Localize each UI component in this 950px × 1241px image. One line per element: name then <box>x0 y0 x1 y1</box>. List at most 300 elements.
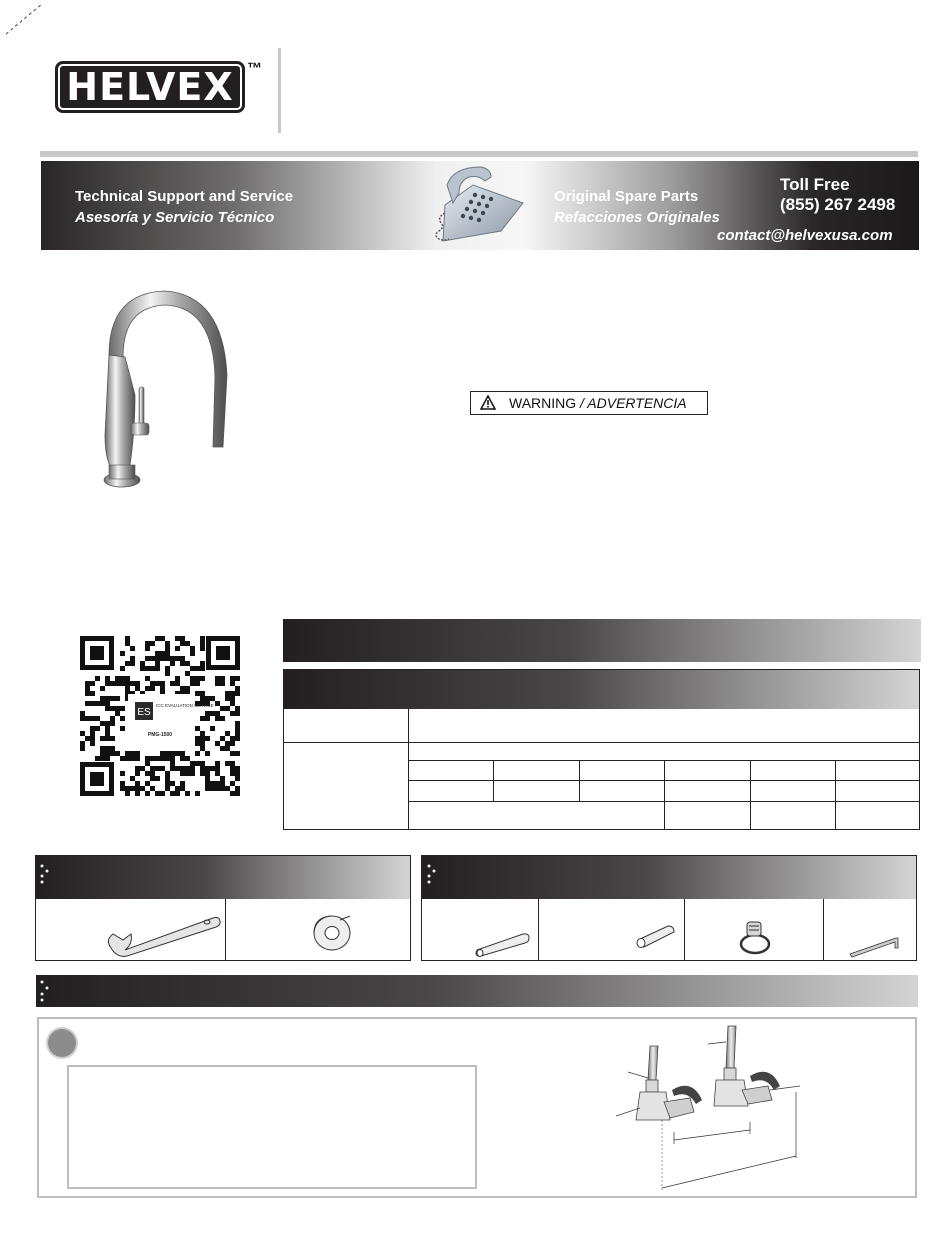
warning-label-es: / ADVERTENCIA <box>576 395 687 411</box>
qr-module <box>220 776 225 781</box>
qr-module <box>145 771 150 776</box>
qr-module <box>235 786 240 791</box>
qr-module <box>120 726 125 731</box>
qr-module <box>230 751 235 756</box>
qr-module <box>115 676 120 681</box>
table-rule <box>750 760 751 830</box>
qr-module <box>90 701 95 706</box>
qr-module <box>105 681 110 686</box>
qr-module <box>225 786 230 791</box>
qr-module <box>150 686 155 691</box>
qr-module <box>145 686 150 691</box>
allen-key-icon <box>848 932 904 958</box>
qr-module <box>135 681 140 686</box>
qr-module <box>130 776 135 781</box>
qr-module <box>165 776 170 781</box>
warning-triangle-icon <box>480 395 496 410</box>
qr-module <box>225 696 230 701</box>
qr-module <box>225 731 230 736</box>
qr-module <box>170 791 175 796</box>
qr-module <box>235 731 240 736</box>
qr-module <box>175 646 180 651</box>
qr-module <box>235 711 240 716</box>
qr-module <box>195 761 200 766</box>
qr-module <box>105 706 110 711</box>
qr-module <box>205 786 210 791</box>
qr-module <box>220 786 225 791</box>
qr-module <box>170 756 175 761</box>
qr-module <box>145 666 150 671</box>
qr-module <box>95 756 100 761</box>
crop-mark <box>4 2 44 36</box>
qr-module <box>195 726 200 731</box>
qr-module <box>155 636 160 641</box>
qr-module <box>80 741 85 746</box>
qr-module <box>205 781 210 786</box>
qr-module <box>235 726 240 731</box>
qr-module <box>170 656 175 661</box>
qr-module <box>125 661 130 666</box>
qr-module <box>155 661 160 666</box>
qr-module <box>200 676 205 681</box>
qr-module <box>120 681 125 686</box>
qr-module <box>100 721 105 726</box>
qr-module <box>205 696 210 701</box>
qr-module <box>170 681 175 686</box>
qr-module <box>235 691 240 696</box>
qr-module <box>140 786 145 791</box>
qr-module <box>145 676 150 681</box>
pipe-extension-icon <box>473 928 533 958</box>
qr-module <box>140 766 145 771</box>
qr-module <box>150 756 155 761</box>
qr-module <box>115 681 120 686</box>
qr-module <box>110 681 115 686</box>
qr-module <box>145 781 150 786</box>
qr-module <box>105 736 110 741</box>
hose-clamp-icon <box>735 918 775 958</box>
qr-module <box>110 736 115 741</box>
qr-module <box>120 651 125 656</box>
table-rule <box>284 742 920 743</box>
qr-module <box>85 681 90 686</box>
adjustable-wrench-icon <box>103 904 223 959</box>
qr-module <box>215 676 220 681</box>
qr-module <box>180 661 185 666</box>
qr-module <box>100 686 105 691</box>
spare-parts-title: Original Spare Parts <box>554 188 699 205</box>
qr-module <box>235 766 240 771</box>
qr-module <box>230 736 235 741</box>
trademark-symbol: ™ <box>247 60 262 77</box>
support-banner <box>41 161 919 250</box>
qr-module <box>140 666 145 671</box>
qr-module <box>225 691 230 696</box>
qr-module <box>120 666 125 671</box>
qr-module <box>130 756 135 761</box>
qr-module <box>115 751 120 756</box>
qr-module <box>160 651 165 656</box>
support-email[interactable]: contact@helvexusa.com <box>717 227 893 244</box>
qr-module <box>155 791 160 796</box>
qr-module <box>145 641 150 646</box>
qr-module <box>110 751 115 756</box>
qr-module <box>200 766 205 771</box>
qr-module <box>125 786 130 791</box>
qr-module <box>165 786 170 791</box>
qr-module <box>205 766 210 771</box>
qr-module <box>135 686 140 691</box>
qr-module <box>160 636 165 641</box>
qr-module <box>225 706 230 711</box>
qr-module <box>215 761 220 766</box>
qr-module <box>205 736 210 741</box>
telephone-icon <box>413 163 528 248</box>
qr-module <box>110 746 115 751</box>
qr-module <box>215 716 220 721</box>
qr-module <box>215 701 220 706</box>
qr-module <box>195 736 200 741</box>
qr-module <box>175 786 180 791</box>
qr-module <box>190 676 195 681</box>
qr-module <box>100 751 105 756</box>
qr-module <box>220 681 225 686</box>
qr-module <box>145 646 150 651</box>
qr-module <box>115 706 120 711</box>
qr-module <box>110 716 115 721</box>
qr-module <box>160 681 165 686</box>
qr-module <box>130 646 135 651</box>
qr-module <box>190 766 195 771</box>
qr-module <box>105 756 110 761</box>
qr-module <box>160 791 165 796</box>
listing-number: PMG-1500 <box>147 732 173 738</box>
qr-module <box>145 761 150 766</box>
qr-module <box>80 746 85 751</box>
qr-module <box>220 736 225 741</box>
header-divider <box>278 48 281 133</box>
qr-module <box>170 781 175 786</box>
qr-module <box>135 751 140 756</box>
qr-code[interactable] <box>80 636 240 796</box>
qr-module <box>125 636 130 641</box>
qr-module <box>230 676 235 681</box>
table-rule <box>579 760 580 801</box>
table-rule <box>664 760 665 830</box>
qr-module <box>200 761 205 766</box>
qr-module <box>170 661 175 666</box>
qr-module <box>235 736 240 741</box>
qr-module <box>120 756 125 761</box>
qr-module <box>85 736 90 741</box>
qr-module <box>155 766 160 771</box>
toll-free-phone[interactable]: (855) 267 2498 <box>780 195 896 214</box>
qr-module <box>125 641 130 646</box>
qr-module <box>105 701 110 706</box>
qr-module <box>210 786 215 791</box>
qr-module <box>115 711 120 716</box>
qr-module <box>200 646 205 651</box>
qr-module <box>150 766 155 771</box>
qr-module <box>110 706 115 711</box>
qr-module <box>180 786 185 791</box>
qr-module <box>190 681 195 686</box>
qr-module <box>220 716 225 721</box>
qr-module <box>200 731 205 736</box>
supply-valves-diagram <box>610 1020 810 1195</box>
qr-module <box>185 671 190 676</box>
qr-module <box>140 661 145 666</box>
qr-module <box>215 711 220 716</box>
qr-module <box>175 791 180 796</box>
qr-module <box>200 641 205 646</box>
qr-module <box>105 721 110 726</box>
qr-module <box>95 701 100 706</box>
qr-module <box>230 766 235 771</box>
qr-module <box>90 716 95 721</box>
qr-module <box>230 741 235 746</box>
qr-module <box>200 771 205 776</box>
qr-module <box>195 741 200 746</box>
qr-module <box>80 731 85 736</box>
qr-module <box>200 741 205 746</box>
qr-module <box>95 726 100 731</box>
qr-module <box>235 791 240 796</box>
qr-module <box>165 641 170 646</box>
bullet-dots-icon <box>427 864 437 884</box>
qr-module <box>150 666 155 671</box>
qr-module <box>160 766 165 771</box>
qr-module <box>215 766 220 771</box>
qr-module <box>85 691 90 696</box>
qr-module <box>200 661 205 666</box>
qr-module <box>175 751 180 756</box>
qr-module <box>135 756 140 761</box>
header-rule <box>40 151 918 157</box>
tools-included-header <box>422 856 916 899</box>
qr-module <box>135 786 140 791</box>
tools-required-header <box>36 856 410 899</box>
qr-module <box>100 746 105 751</box>
qr-module <box>120 676 125 681</box>
qr-module <box>200 696 205 701</box>
qr-module <box>90 691 95 696</box>
step-number-badge <box>48 1029 76 1057</box>
qr-module <box>175 676 180 681</box>
qr-module <box>195 751 200 756</box>
qr-module <box>125 791 130 796</box>
qr-module <box>170 766 175 771</box>
qr-module <box>215 771 220 776</box>
qr-module <box>210 781 215 786</box>
qr-module <box>105 676 110 681</box>
qr-module <box>225 746 230 751</box>
qr-module <box>90 736 95 741</box>
qr-module <box>180 751 185 756</box>
installation-note-box <box>67 1065 477 1189</box>
qr-module <box>145 791 150 796</box>
qr-module <box>100 736 105 741</box>
qr-module <box>125 756 130 761</box>
qr-module <box>155 776 160 781</box>
qr-module <box>130 751 135 756</box>
qr-module <box>230 696 235 701</box>
qr-module <box>80 716 85 721</box>
qr-module <box>175 681 180 686</box>
qr-module <box>160 751 165 756</box>
qr-module <box>180 641 185 646</box>
qr-module <box>180 636 185 641</box>
qr-module <box>120 781 125 786</box>
qr-module <box>215 681 220 686</box>
qr-module <box>200 716 205 721</box>
qr-module <box>180 766 185 771</box>
support-subtitle: Asesoría y Servicio Técnico <box>75 209 275 226</box>
qr-module <box>130 681 135 686</box>
qr-module <box>150 641 155 646</box>
qr-module <box>225 761 230 766</box>
qr-module <box>230 691 235 696</box>
qr-module <box>230 701 235 706</box>
qr-module <box>130 661 135 666</box>
qr-module <box>80 711 85 716</box>
qr-module <box>225 741 230 746</box>
qr-module <box>180 686 185 691</box>
sleeve-adapter-icon <box>632 920 677 950</box>
qr-module <box>235 776 240 781</box>
qr-module <box>180 771 185 776</box>
qr-module <box>145 756 150 761</box>
qr-module <box>155 681 160 686</box>
qr-module <box>130 786 135 791</box>
installation-header <box>36 975 918 1007</box>
qr-module <box>195 681 200 686</box>
qr-module <box>175 636 180 641</box>
warning-text <box>509 392 687 414</box>
qr-module <box>210 711 215 716</box>
qr-module <box>105 746 110 751</box>
qr-module <box>195 676 200 681</box>
qr-module <box>120 706 125 711</box>
qr-module <box>90 726 95 731</box>
qr-module <box>220 676 225 681</box>
qr-module <box>100 701 105 706</box>
qr-module <box>180 756 185 761</box>
qr-module <box>95 716 100 721</box>
qr-module <box>175 766 180 771</box>
qr-module <box>100 696 105 701</box>
qr-module <box>150 656 155 661</box>
tool-divider <box>538 899 539 961</box>
qr-module <box>135 781 140 786</box>
qr-module <box>210 766 215 771</box>
qr-module <box>200 666 205 671</box>
qr-module <box>105 731 110 736</box>
tool-divider <box>823 899 824 961</box>
spare-parts-subtitle: Refacciones Originales <box>554 209 720 226</box>
qr-module <box>185 791 190 796</box>
qr-module <box>165 651 170 656</box>
qr-module <box>235 751 240 756</box>
qr-module <box>85 716 90 721</box>
qr-module <box>125 686 130 691</box>
qr-module <box>85 701 90 706</box>
qr-module <box>90 681 95 686</box>
qr-module <box>115 696 120 701</box>
qr-module <box>150 786 155 791</box>
qr-module <box>160 686 165 691</box>
qr-module <box>160 756 165 761</box>
qr-module <box>205 711 210 716</box>
qr-module <box>185 686 190 691</box>
qr-module <box>235 676 240 681</box>
qr-module <box>190 646 195 651</box>
qr-module <box>155 756 160 761</box>
ics-badge-text: ICC EVALUATION SERVICE <box>156 703 214 708</box>
qr-module <box>230 781 235 786</box>
qr-module <box>150 776 155 781</box>
qr-module <box>235 686 240 691</box>
qr-module <box>210 696 215 701</box>
qr-module <box>210 726 215 731</box>
qr-module <box>165 671 170 676</box>
table-rule <box>835 760 836 830</box>
qr-module <box>100 756 105 761</box>
qr-module <box>125 676 130 681</box>
teflon-tape-icon <box>310 912 352 954</box>
qr-module <box>230 761 235 766</box>
qr-module <box>190 761 195 766</box>
qr-module <box>235 771 240 776</box>
qr-module <box>165 756 170 761</box>
qr-module <box>230 711 235 716</box>
qr-module <box>215 786 220 791</box>
spec-table-header <box>284 670 919 709</box>
qr-module <box>235 706 240 711</box>
qr-module <box>205 751 210 756</box>
qr-module <box>125 681 130 686</box>
qr-module <box>200 691 205 696</box>
qr-module <box>205 771 210 776</box>
qr-module <box>235 721 240 726</box>
qr-module <box>165 656 170 661</box>
qr-module <box>175 656 180 661</box>
qr-module <box>195 691 200 696</box>
bullet-dots-icon <box>40 864 50 884</box>
qr-module <box>150 771 155 776</box>
qr-module <box>135 791 140 796</box>
qr-module <box>90 731 95 736</box>
qr-module <box>125 751 130 756</box>
qr-module <box>220 746 225 751</box>
qr-module <box>220 781 225 786</box>
bullet-dots-icon <box>40 980 50 1002</box>
qr-module <box>85 686 90 691</box>
qr-module <box>105 751 110 756</box>
qr-module <box>230 681 235 686</box>
es-logo: ES <box>137 707 151 718</box>
qr-module <box>215 741 220 746</box>
qr-module <box>185 771 190 776</box>
qr-module <box>160 656 165 661</box>
qr-module <box>105 726 110 731</box>
qr-module <box>155 656 160 661</box>
warning-label: WARNING <box>509 395 577 411</box>
qr-module <box>220 706 225 711</box>
qr-module <box>190 666 195 671</box>
qr-module <box>110 696 115 701</box>
qr-module <box>185 661 190 666</box>
